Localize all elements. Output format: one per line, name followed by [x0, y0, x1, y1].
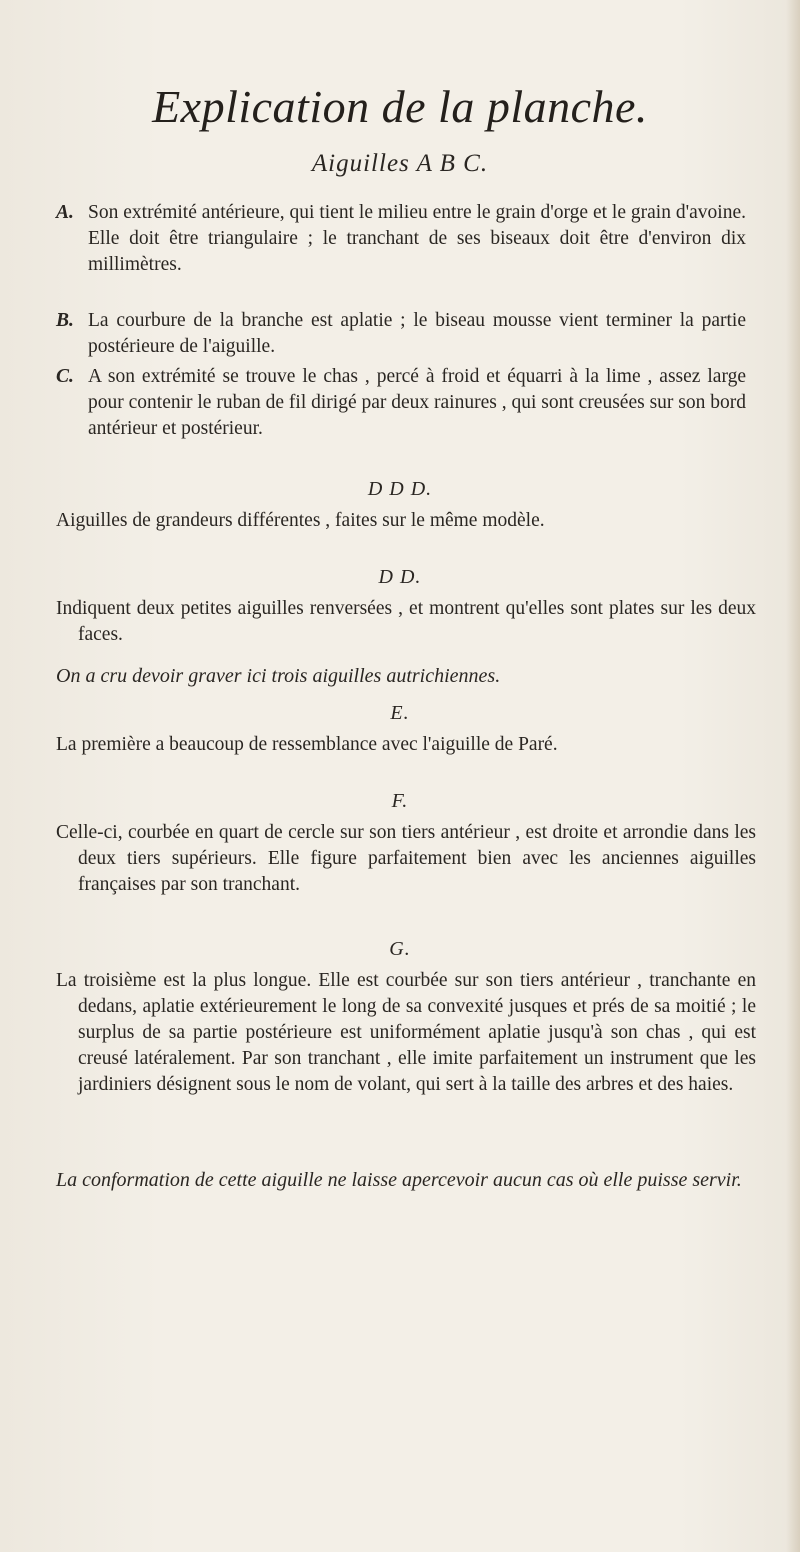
entry-text: Son extrémité antérieure, qui tient le milieu entre le grain d'orge et le grain d'avoine. Elle doit être triangulaire ; le tranchant de ses biseaux doit être d'environ dix millimètres.	[88, 202, 746, 275]
page-edge-shadow	[786, 0, 800, 1552]
paragraph-text: La troisième est la plus longue. Elle est courbée sur son tiers antérieur , tranchante en dedans, aplatie extérieurement le long de sa convexité jusques et prés de sa moitié ; le surplus de sa partie postérieure est uniformément aplatie jusqu'à son chas , qui est creusé latéralement. Par son tranchant , elle imite parfaitement un instrument que les jardiniers désignent sous le nom de volant, qui sert à la taille des arbres et des haies.	[56, 970, 756, 1095]
paragraph-f	[56, 820, 756, 898]
paragraph-text: Aiguilles de grandeurs différentes , faites sur le même modèle.	[56, 510, 545, 531]
closing-italic: La conformation de cette aiguille ne laisse apercevoir aucun cas où elle puisse servir.	[56, 1169, 742, 1191]
paragraph-e	[56, 732, 756, 758]
entry-text: La courbure de la branche est aplatie ; le biseau mousse vient terminer la partie postérieure de l'aiguille.	[88, 310, 746, 357]
entry-letter: A.	[56, 202, 74, 223]
paragraph-text: La première a beaucoup de ressemblance avec l'aiguille de Paré.	[56, 734, 558, 755]
entry-b	[56, 308, 746, 360]
entry-letter: B.	[56, 310, 74, 331]
paragraph-text: Celle-ci, courbée en quart de cercle sur son tiers antérieur , est droite et arrondie dans les deux tiers supérieurs. Elle figure parfaitement bien avec les anciennes aiguilles françaises par son tranchant.	[56, 822, 756, 895]
heading-e: E.	[390, 702, 410, 724]
italic-intro: On a cru devoir graver ici trois aiguilles autrichiennes.	[56, 665, 501, 687]
page-subtitle: Aiguilles A B C.	[311, 150, 489, 177]
paragraph-g	[56, 968, 756, 1098]
paragraph-dd	[56, 596, 756, 648]
entry-text: A son extrémité se trouve le chas , percé à froid et équarri à la lime , assez large pour contenir le ruban de fil dirigé par deux rainures , qui sont creusées sur son bord antérieur et postérieur.	[88, 366, 746, 439]
heading-g: G.	[389, 938, 411, 960]
paragraph-text: Indiquent deux petites aiguilles renversées , et montrent qu'elles sont plates sur les deux faces.	[56, 598, 756, 645]
paragraph-ddd	[56, 508, 756, 534]
heading-ddd: D D D.	[367, 478, 433, 500]
entry-letter: C.	[56, 366, 74, 387]
heading-dd: D D.	[378, 566, 422, 588]
entry-c	[56, 364, 746, 442]
heading-f: F.	[391, 790, 409, 812]
entry-a	[56, 200, 746, 278]
page-title: Explication de la planche.	[152, 81, 648, 132]
